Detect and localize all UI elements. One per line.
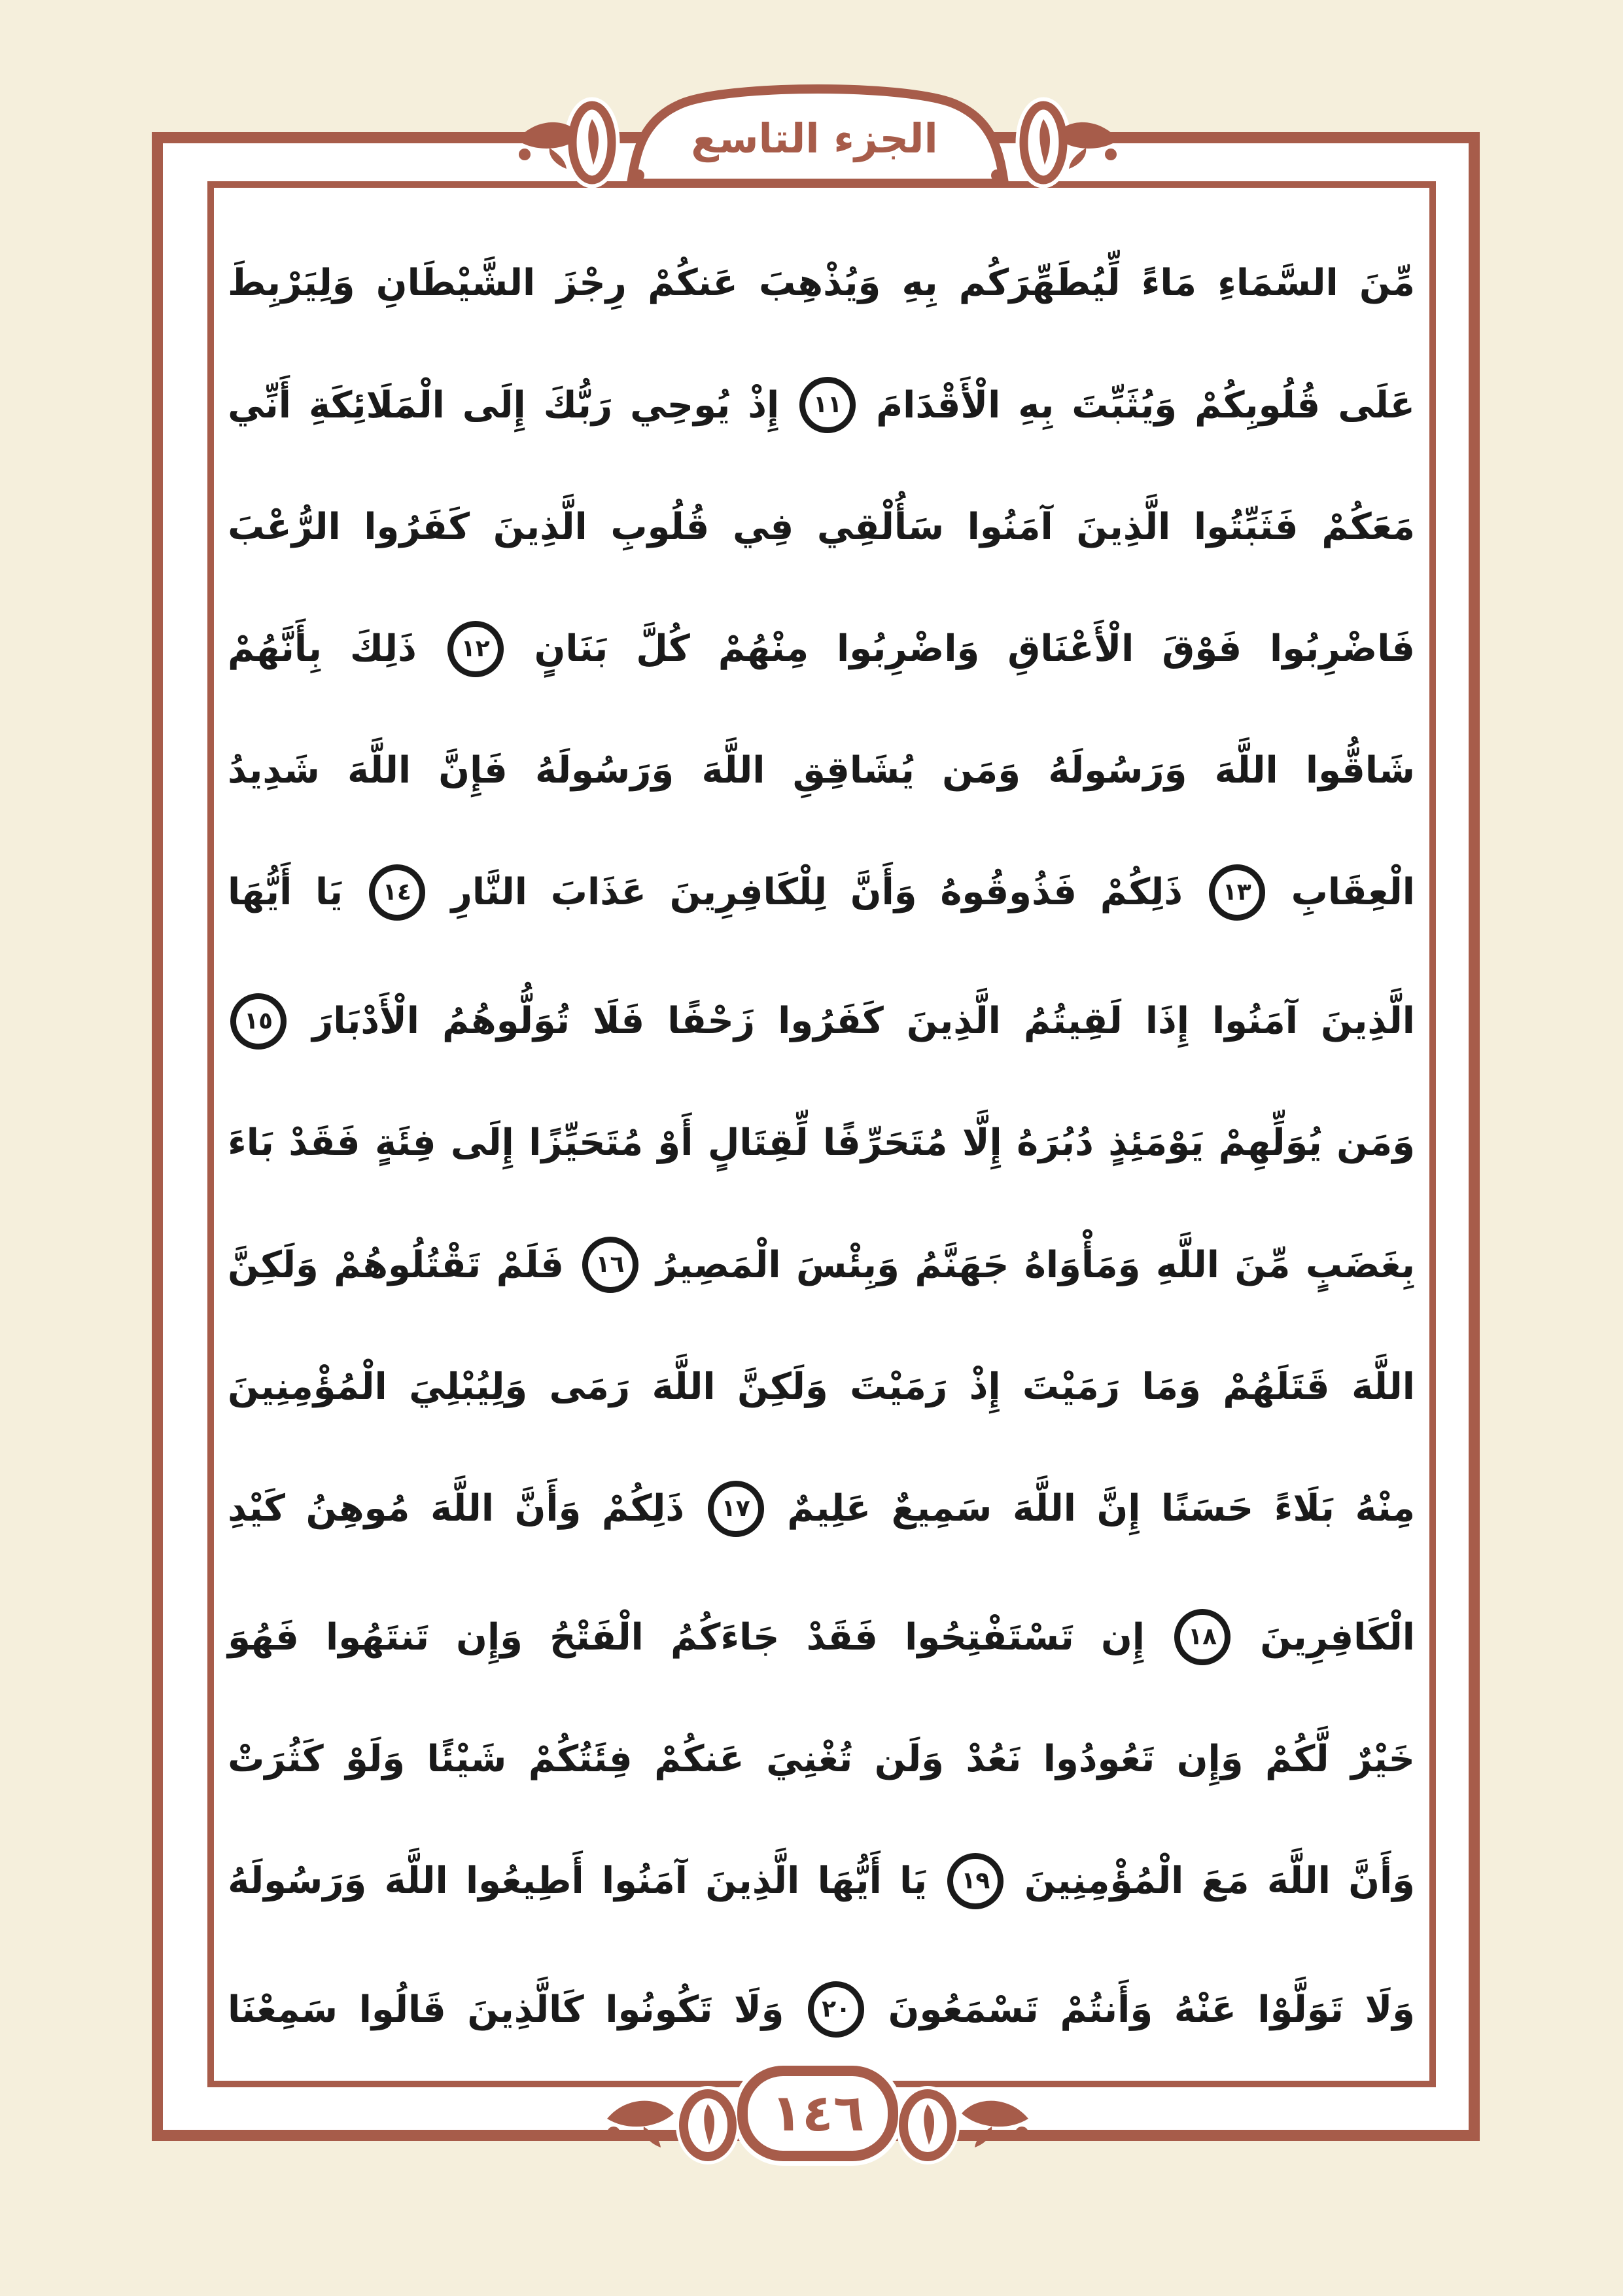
quran-line xyxy=(228,1237,1415,1293)
quran-word: الْعِقَابِ xyxy=(1291,871,1415,914)
quran-line xyxy=(228,262,1415,304)
ayah-number: ١٩ xyxy=(961,1867,990,1894)
quran-word: بِغَضَبٍ xyxy=(1305,1243,1415,1286)
quran-line xyxy=(228,1366,1415,1408)
quran-word: وَإِن xyxy=(1176,1737,1244,1780)
ayah-number: ١٤ xyxy=(382,878,411,906)
quran-word: وَرَسُولَهُ xyxy=(228,1860,367,1903)
quran-word: كَثُرَتْ xyxy=(228,1737,324,1780)
quran-word: إِلَى xyxy=(450,1122,514,1165)
quran-word: رَمَى xyxy=(549,1365,631,1408)
quran-word: سَمِيعٌ xyxy=(891,1487,992,1530)
ayah-marker xyxy=(582,1237,638,1293)
quran-word: وَمَأْوَاهُ xyxy=(1024,1243,1141,1286)
quran-word: الَّذِينَ xyxy=(1321,1000,1415,1043)
quran-word: الْفَتْحُ xyxy=(550,1616,644,1659)
quran-word: كَفَرُوا xyxy=(364,505,470,548)
quran-line xyxy=(228,1122,1415,1164)
quran-word: لِّيُطَهِّرَكُم xyxy=(958,262,1121,305)
quran-word: ذَلِكُمْ xyxy=(601,1487,685,1530)
juz-title: الجزء التاسع xyxy=(691,115,938,162)
quran-word: وَاضْرِبُوا xyxy=(837,627,980,671)
quran-word: اللَّهِ xyxy=(1155,1243,1219,1286)
quran-word: اللَّهَ xyxy=(1351,1365,1415,1408)
quran-word: وَيُثَبِّتَ xyxy=(1072,383,1178,427)
ayah-number: ١٢ xyxy=(461,635,490,662)
quran-word: يَا xyxy=(899,1860,928,1903)
quran-line xyxy=(228,621,1415,677)
quran-word: يُشَاقِقِ xyxy=(792,749,915,792)
ayah-marker xyxy=(808,1981,864,2038)
quran-word: لَّكُمْ xyxy=(1265,1737,1329,1780)
quran-word: اللَّهَ xyxy=(1266,1860,1331,1903)
quran-word: تَنتَهُوا xyxy=(326,1616,430,1659)
quran-word: فَقَدْ xyxy=(806,1616,878,1659)
quran-word: سَأُلْقِي xyxy=(816,505,945,548)
ayah-number: ٢٠ xyxy=(822,1996,851,2023)
quran-word: إِلَى xyxy=(462,383,526,427)
quran-word: إِلَّا xyxy=(962,1122,1002,1165)
quran-word: جَاءَكُمُ xyxy=(671,1616,780,1659)
quran-word: وَمَا xyxy=(1142,1365,1201,1408)
quran-line xyxy=(228,993,1415,1050)
quran-word: قَالُوا xyxy=(358,1988,446,2031)
quran-word: قُلُوبِ xyxy=(610,505,710,548)
quran-word: إِن xyxy=(1100,1616,1145,1659)
quran-word: دُبُرَهُ xyxy=(1017,1122,1094,1165)
quran-word: فَلَمْ xyxy=(496,1243,565,1286)
quran-word: فَاضْرِبُوا xyxy=(1270,627,1415,671)
quran-line xyxy=(228,377,1415,433)
quran-word: كَالَّذِينَ xyxy=(467,1988,584,2031)
quran-line xyxy=(228,749,1415,792)
quran-word: تَسْمَعُونَ xyxy=(888,1988,1039,2031)
quran-word: مِنْهُمْ xyxy=(718,627,809,671)
quran-word: الْمُؤْمِنِينَ xyxy=(1024,1860,1184,1903)
quran-word: الْمَصِيرُ xyxy=(655,1243,781,1286)
quran-word: رِجْزَ xyxy=(556,262,627,305)
quran-line xyxy=(228,506,1415,548)
leaf-flourish-right xyxy=(962,2101,1028,2147)
quran-word: خَيْرٌ xyxy=(1350,1737,1415,1780)
quran-word: وَمَن xyxy=(1336,1122,1415,1165)
ayah-marker xyxy=(947,1853,1003,1909)
quran-word: عَلِيمٌ xyxy=(787,1487,871,1530)
quran-text-area xyxy=(228,226,1415,2074)
quran-word: فِئَتُكُمْ xyxy=(528,1737,633,1780)
quran-word: إِذَا xyxy=(1145,1000,1189,1043)
quran-word: الَّذِينَ xyxy=(493,505,587,548)
quran-word: فَثَبِّتُوا xyxy=(1194,505,1299,548)
quran-word: عَلَى xyxy=(1338,383,1415,427)
quran-word: عَذَابَ xyxy=(550,871,646,914)
quran-word: إِذْ xyxy=(969,1365,1001,1408)
ayah-number: ١٥ xyxy=(244,1007,273,1034)
quran-word: أَيُّهَا xyxy=(817,1860,882,1903)
quran-word: وَلَا xyxy=(733,1988,784,2031)
quran-word: فَإِنَّ xyxy=(438,749,508,792)
quran-word: اللَّهَ xyxy=(347,749,411,792)
ayah-number: ١٦ xyxy=(595,1251,625,1279)
quran-word: ذَلِكَ xyxy=(349,627,417,671)
quran-word: الْأَدْبَارَ xyxy=(312,1000,419,1043)
quran-word: عَنكُمْ xyxy=(654,1737,744,1780)
quran-word: لِّقِتَالٍ xyxy=(707,1122,809,1165)
quran-word: أَطِيعُوا xyxy=(465,1860,584,1903)
quran-word: آمَنُوا xyxy=(967,505,1053,548)
quran-word: وَأَنتُمْ xyxy=(1060,1988,1153,2031)
quran-line xyxy=(228,1853,1415,1909)
ayah-marker xyxy=(1174,1609,1230,1665)
quran-word: شَيْئًا xyxy=(427,1737,507,1780)
quran-word: يَوْمَئِذٍ xyxy=(1108,1122,1204,1165)
quran-word: فَهُوَ xyxy=(228,1616,299,1659)
ayah-marker xyxy=(447,621,504,677)
quran-word: الْكَافِرِينَ xyxy=(1260,1616,1415,1659)
quran-word: بَاءَ xyxy=(228,1122,274,1165)
page-number: ١٤٦ xyxy=(771,2084,865,2143)
quran-word: مَاءً xyxy=(1141,262,1197,305)
quran-word: اللَّهَ xyxy=(430,1487,495,1530)
quran-word: تَعُودُوا xyxy=(1043,1737,1155,1780)
quran-word: فَلَا xyxy=(593,1000,645,1043)
quran-word: السَّمَاءِ xyxy=(1217,262,1338,305)
quran-word: قُلُوبِكُمْ xyxy=(1195,383,1321,427)
quran-word: فِئَةٍ xyxy=(375,1122,436,1165)
quran-word: النَّارِ xyxy=(451,871,527,914)
quran-word: تَسْتَفْتِحُوا xyxy=(905,1616,1074,1659)
ayah-marker xyxy=(708,1481,764,1537)
quran-word: وَلَكِنَّ xyxy=(228,1243,319,1286)
quran-word: رَمَيْتَ xyxy=(1022,1365,1120,1408)
quran-word: وَلَوْ xyxy=(345,1737,406,1780)
quran-word: وَإِن xyxy=(456,1616,523,1659)
quran-word: بَنَانٍ xyxy=(534,627,608,671)
quran-word: ذَلِكُمْ xyxy=(1100,871,1183,914)
quran-word: شَدِيدُ xyxy=(228,749,320,792)
quran-word: زَحْفًا xyxy=(667,1000,756,1043)
quran-word: رَبُّكَ xyxy=(543,383,613,427)
quran-word: الَّذِينَ xyxy=(705,1860,800,1903)
quran-word: لِلْكَافِرِينَ xyxy=(669,871,827,914)
quran-word: عَنْهُ xyxy=(1174,1988,1236,2031)
quran-word: الشَّيْطَانِ xyxy=(375,262,536,305)
quran-word: فَذُوقُوهُ xyxy=(940,871,1077,914)
quran-word: وَلِيَرْبِطَ xyxy=(228,262,355,305)
quran-word: مَعَكُمْ xyxy=(1321,505,1415,548)
quran-word: الْأَعْنَاقِ xyxy=(1007,627,1134,671)
quran-word: تَوَلَّوْا xyxy=(1257,1988,1344,2031)
quran-word: وَمَن xyxy=(942,749,1021,792)
ayah-number: ١٧ xyxy=(721,1494,750,1522)
quran-word: أَنِّي xyxy=(228,383,291,427)
quran-word: بِهِ xyxy=(901,262,938,305)
quran-word: وَلِيُبْلِيَ xyxy=(409,1365,528,1408)
quran-word: فَوْقَ xyxy=(1162,627,1242,671)
quran-word: بِأَنَّهُمْ xyxy=(228,627,322,671)
quran-word: إِذْ xyxy=(748,383,780,427)
quran-word: شَاقُّوا xyxy=(1305,749,1415,792)
ayah-number: ١٣ xyxy=(1222,878,1251,906)
quran-word: مَعَ xyxy=(1201,1860,1249,1903)
quran-word: تُغْنِيَ xyxy=(766,1737,853,1780)
quran-word: اللَّهَ xyxy=(1012,1487,1076,1530)
quran-word: حَسَنًا xyxy=(1161,1487,1254,1530)
quran-word: مِنْهُ xyxy=(1355,1487,1415,1530)
quran-word: وَيُذْهِبَ xyxy=(758,262,881,305)
quran-word: اللَّهَ xyxy=(652,1365,716,1408)
quran-word: لَقِيتُمُ xyxy=(1023,1000,1123,1043)
quran-line xyxy=(228,864,1415,921)
quran-word: وَرَسُولَهُ xyxy=(1048,749,1187,792)
quran-word: تَكُونُوا xyxy=(605,1988,713,2031)
quran-word: فِي xyxy=(732,505,794,548)
quran-word: قَتَلَهُمْ xyxy=(1223,1365,1330,1408)
quran-word: سَمِعْنَا xyxy=(228,1988,338,2031)
quran-word: وَلَا xyxy=(1365,1988,1415,2031)
quran-word: اللَّهَ xyxy=(701,749,765,792)
quran-word: وَلَكِنَّ xyxy=(737,1365,828,1408)
quran-word: اللَّهَ xyxy=(384,1860,448,1903)
quran-line xyxy=(228,1481,1415,1537)
quran-word: كَيْدِ xyxy=(228,1487,285,1530)
quran-line xyxy=(228,1981,1415,2038)
ayah-marker xyxy=(369,864,425,921)
quran-word: أَيُّهَا xyxy=(228,871,292,914)
quran-word: رَمَيْتَ xyxy=(850,1365,948,1408)
quran-word: كُلَّ xyxy=(636,627,690,671)
quran-word: تُوَلُّوهُمُ xyxy=(442,1000,570,1043)
quran-word: مُتَحَيِّزًا xyxy=(529,1122,643,1165)
quran-word: عَنكُمْ xyxy=(648,262,738,305)
quran-word: يُوحِي xyxy=(630,383,731,427)
ayah-number: ١٨ xyxy=(1188,1623,1217,1651)
quran-word: الَّذِينَ xyxy=(1076,505,1171,548)
quran-word: مِّنَ xyxy=(1234,1243,1291,1286)
quran-word: الرُّعْبَ xyxy=(228,505,341,548)
quran-word: الْأَقْدَامَ xyxy=(876,383,1001,427)
quran-word: يَا xyxy=(315,871,343,914)
quran-word: إِنَّ xyxy=(1096,1487,1141,1530)
quran-word: مُتَحَرِّفًا xyxy=(823,1122,948,1165)
quran-word: بَلَاءً xyxy=(1274,1487,1335,1530)
ayah-marker xyxy=(1209,864,1265,921)
quran-word: وَأَنَّ xyxy=(514,1487,582,1530)
quran-word: جَهَنَّمُ xyxy=(915,1243,1009,1286)
quran-word: الَّذِينَ xyxy=(906,1000,1001,1043)
quran-word: وَلَن xyxy=(874,1737,944,1780)
quran-word: آمَنُوا xyxy=(1212,1000,1298,1043)
quran-word: الْمَلَائِكَةِ xyxy=(308,383,445,427)
quran-word: وَبِئْسَ xyxy=(796,1243,899,1286)
quran-word: بِهِ xyxy=(1018,383,1055,427)
quran-line xyxy=(228,1738,1415,1780)
quran-word: آمَنُوا xyxy=(601,1860,688,1903)
quran-word: وَأَنَّ xyxy=(1348,1860,1415,1903)
quran-word: مُوهِنُ xyxy=(305,1487,410,1530)
quran-line xyxy=(228,1609,1415,1665)
quran-word: نَعُدْ xyxy=(966,1737,1022,1780)
quran-word: أَوْ xyxy=(657,1122,693,1165)
ayah-marker xyxy=(799,377,856,433)
ayah-number: ١١ xyxy=(813,391,843,419)
quran-word: الْمُؤْمِنِينَ xyxy=(228,1365,387,1408)
quran-word: وَأَنَّ xyxy=(850,871,917,914)
quran-word: تَقْتُلُوهُمْ xyxy=(334,1243,481,1286)
quran-word: مِّنَ xyxy=(1359,262,1415,305)
quran-word: كَفَرُوا xyxy=(778,1000,884,1043)
ayah-marker xyxy=(230,993,287,1050)
quran-word: فَقَدْ xyxy=(288,1122,360,1165)
quran-word: وَرَسُولَهُ xyxy=(535,749,674,792)
quran-word: يُوَلِّهِمْ xyxy=(1218,1122,1322,1165)
leaf-flourish-left xyxy=(607,2101,674,2147)
quran-word: اللَّهَ xyxy=(1214,749,1278,792)
